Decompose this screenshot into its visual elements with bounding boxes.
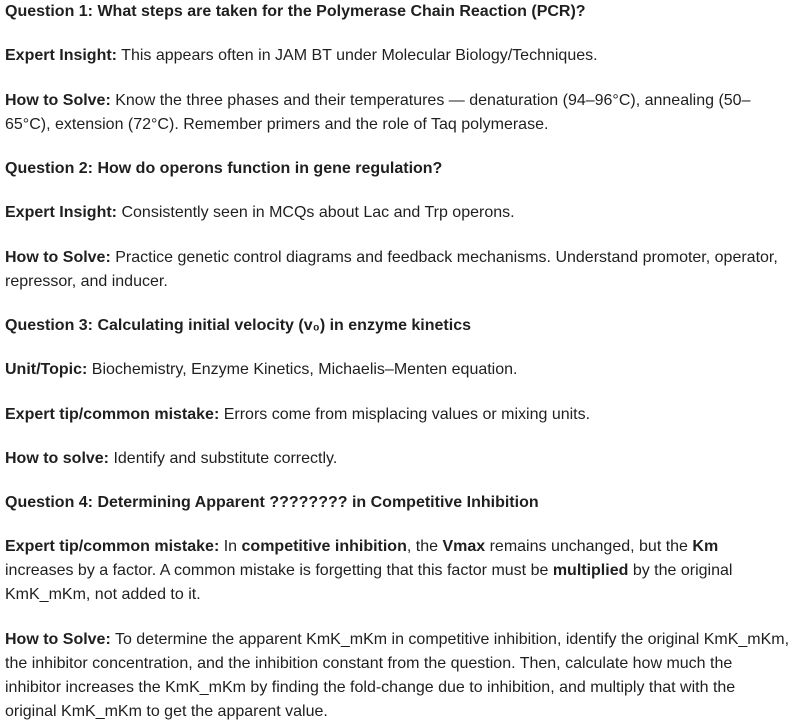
label: Unit/Topic: [5,361,88,378]
emphasis: Vmax [442,538,486,555]
emphasis: competitive inhibition [241,538,407,555]
label: Expert tip/common mistake: [5,538,220,555]
question-2-expert-insight [5,201,791,225]
question-3-unit-topic [5,358,791,382]
text: In [219,538,242,555]
question-3-expert-tip [5,403,791,427]
text: remains unchanged, but the [485,538,693,555]
question-1-how-to-solve [5,89,791,137]
label: How to Solve: [5,631,111,648]
text: Know the three phases and their temperatures — denaturation (94–96°C), annealing (50–65°C), extension (72°C). Remember primers and the role of Taq polymerase. [5,92,751,133]
question-4-expert-tip [5,535,791,607]
question-2-how-to-solve [5,246,791,294]
label: How to Solve: [5,249,111,266]
question-3-title: Question 3: Calculating initial velocity (v₀) in enzyme kinetics [5,317,471,334]
text: Biochemistry, Enzyme Kinetics, Michaelis–Menten equation. [87,361,518,378]
question-1-expert-insight [5,44,791,68]
question-2-title: Question 2: How do operons function in gene regulation? [5,160,443,177]
label: How to solve: [5,450,110,467]
emphasis: multiplied [552,562,629,579]
label: How to Solve: [5,92,111,109]
text: increases by a factor. A common mistake is forgetting that this factor must be [5,562,553,579]
text: , the [406,538,443,555]
label: Expert Insight: [5,47,118,64]
label: Expert Insight: [5,204,118,221]
question-1-title: Question 1: What steps are taken for the Polymerase Chain Reaction (PCR)? [5,3,586,20]
text: This appears often in JAM BT under Molecular Biology/Techniques. [117,47,598,64]
text: Practice genetic control diagrams and feedback mechanisms. Understand promoter, operator, repressor, and inducer. [5,249,778,290]
text: Errors come from misplacing values or mixing units. [219,406,591,423]
question-4-title: Question 4: Determining Apparent ???????? in Competitive Inhibition [5,494,539,511]
label: Expert tip/common mistake: [5,406,220,423]
question-3-how-to-solve [5,447,791,471]
text: Consistently seen in MCQs about Lac and Trp operons. [117,204,515,221]
text: by the original KmK_mKm, not added to it. [5,562,733,603]
text: To determine the apparent KmK_mKm in competitive inhibition, identify the original KmK_mKm, the inhibitor concentration, and the inhibition constant from the question. Then, calculate how much the inhibitor increases the KmK_mKm by finding the fold-change due to inhibition, and multiply that with the original KmK_mKm to get the apparent value. [5,631,790,720]
question-4-how-to-solve [5,628,791,724]
emphasis: Km [692,538,719,555]
text: Identify and substitute correctly. [109,450,338,467]
